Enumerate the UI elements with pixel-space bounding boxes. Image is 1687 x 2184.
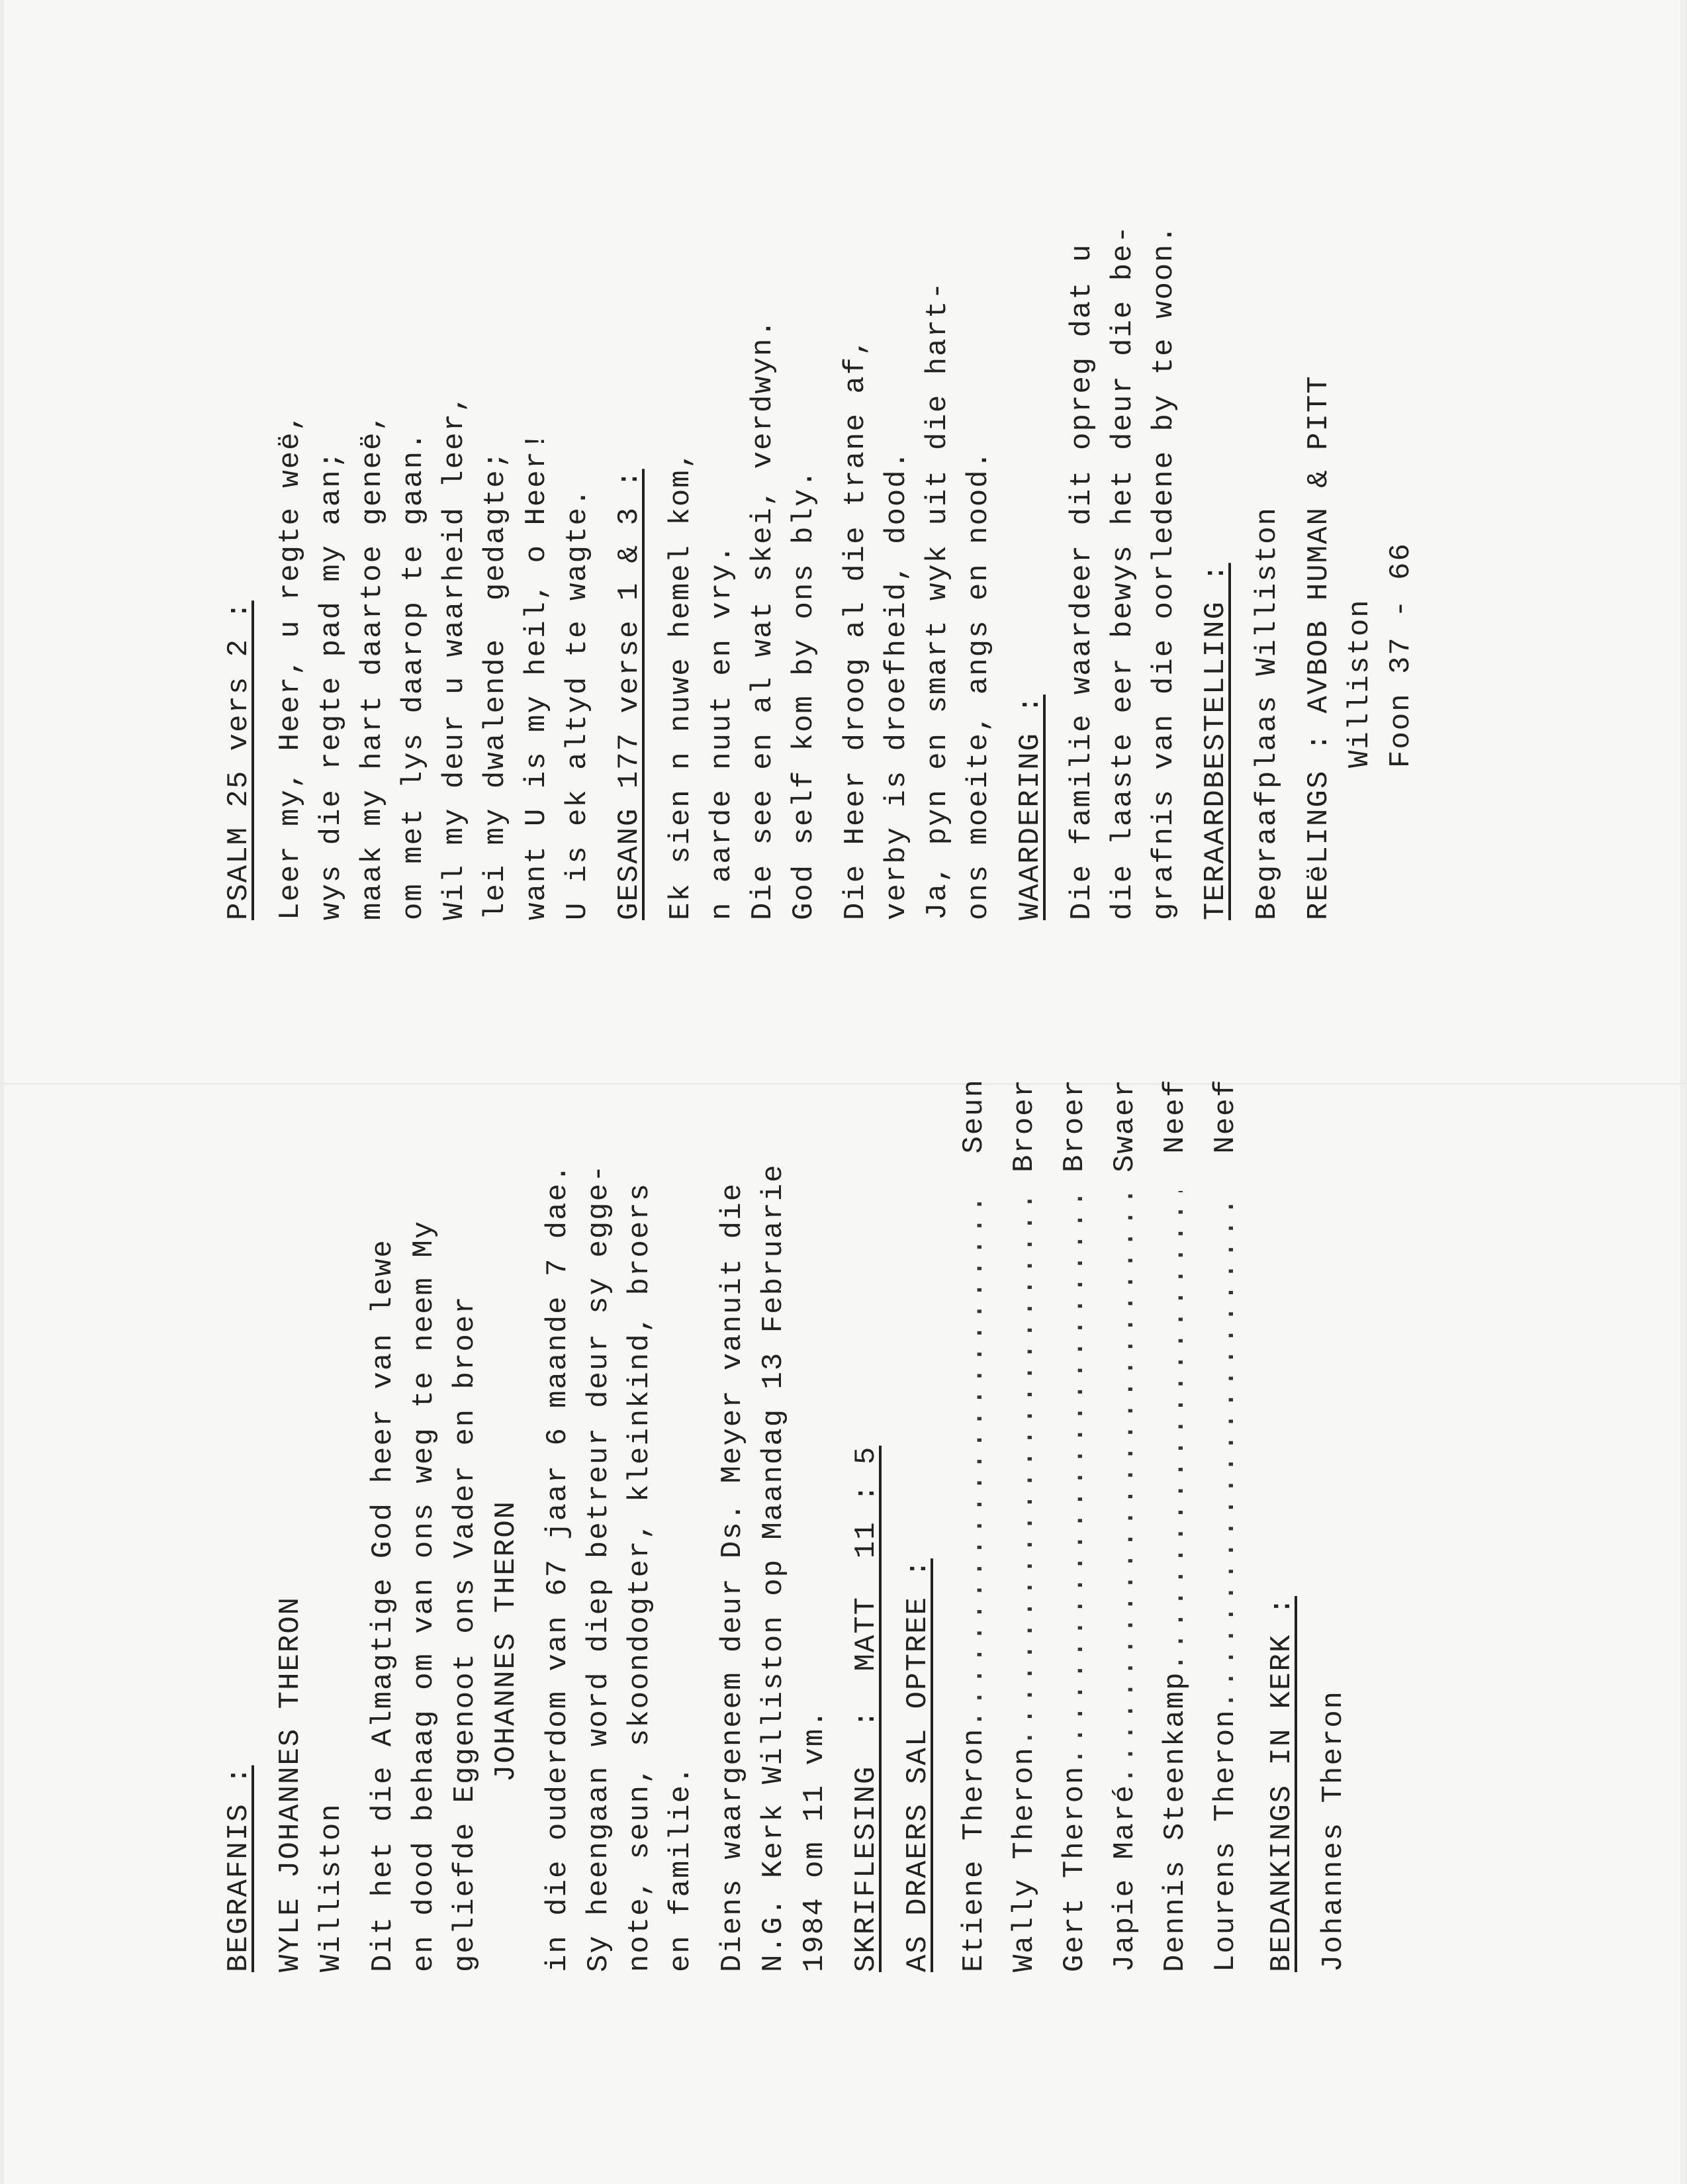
psalm-line: maak my hart daartoe geneë, — [356, 412, 389, 920]
age-line: en familie. — [664, 1765, 698, 1972]
psalm-line: U is ek altyd te wagte. — [561, 487, 594, 920]
intro-line: geliefde Eggenoot ons Vader en broer — [449, 1295, 482, 1972]
pallbearer-name: Lourens Theron — [1209, 1709, 1242, 1972]
age-line: Sy heengaan word diep betreur deur sy egge- — [582, 1163, 616, 1972]
psalm-line: Wil my deur u waarheid leer, — [438, 393, 471, 920]
pallbearer-name: Dennis Steenkamp — [1159, 1671, 1192, 1972]
waardering-line: Die familie waardeer dit opreg dat u — [1066, 243, 1099, 920]
gesang-line: Ja, pyn en smart wyk uit die hart- — [921, 281, 954, 920]
gesang-line: verby is droefheid, dood. — [880, 450, 913, 920]
skriflesing: SKRIFLESING : MATT 11 : 5 — [850, 1445, 883, 1972]
heading-teraardbestelling: TERAARDBESTELLING : — [1199, 563, 1232, 920]
pallbearer-row — [1150, 1078, 1201, 1972]
pallbearer-name: Japie Maré — [1109, 1783, 1142, 1972]
pallbearer-name: Wally Theron — [1008, 1746, 1041, 1972]
heading-begrafnis: BEGRAFNIS : — [222, 1765, 255, 1972]
gesang-line: Die Heer droog al die trane af, — [839, 337, 872, 920]
deceased-town: Williston — [315, 1803, 348, 1972]
heading-pallbearers: AS DRAERS SAL OPTREE : — [901, 1558, 935, 1972]
intro-line: en dood behaag om van ons weg te neem My — [408, 1219, 441, 1972]
pallbearer-row — [1201, 1078, 1251, 1972]
psalm-line: Leer my, Heer, u regte weë, — [274, 412, 307, 920]
pallbearer-relation: Broer — [1058, 1078, 1091, 1173]
intro-line: Dit het die Almagtige God heer van lewe — [367, 1239, 400, 1972]
heading-psalm: PSALM 25 vers 2 : — [222, 600, 255, 920]
leader-dots — [1150, 1191, 1201, 1672]
pallbearer-row — [1100, 1078, 1150, 1972]
heading-bedankings: BEDANKINGS IN KERK : — [1265, 1595, 1299, 1972]
leader-dots — [999, 1191, 1050, 1746]
heading-gesang: GESANG 177 verse 1 & 3 : — [613, 469, 646, 920]
waardering-line: die laaste eer bewys het deur die be- — [1107, 224, 1140, 920]
psalm-line: wys die regte pad my aan; — [315, 450, 348, 920]
psalm-line: want U is my heil, o Heer! — [520, 431, 553, 920]
reelings-label: REëLINGS : AVBOB HUMAN & PITT — [1302, 375, 1336, 920]
pallbearer-row — [1050, 1078, 1100, 1972]
gesang-line: Ek sien n nuwe hemel kom, — [664, 450, 698, 920]
pallbearer-row — [999, 1078, 1050, 1972]
pallbearer-row — [949, 1078, 999, 1972]
pallbearer-relation: Neef — [1209, 1078, 1242, 1154]
pallbearer-relation: Neef — [1159, 1078, 1192, 1154]
gesang-line: God self kom by ons bly. — [788, 469, 821, 920]
pallbearer-name: Etiene Theron — [958, 1727, 991, 1972]
service-line: 1984 om 11 vm. — [798, 1709, 831, 1972]
heading-waardering: WAARDERING : — [1014, 694, 1047, 920]
psalm-line: lei my dwalende gedagte; — [479, 450, 512, 920]
psalm-line: om met lys daarop te gaan. — [397, 431, 430, 920]
reelings-line: Foon 37 - 66 — [1385, 542, 1418, 768]
funeral-notice-content — [218, 1078, 1354, 1972]
age-line: note, seun, skoondogter, kleinkind, broers — [623, 1182, 657, 1972]
hymns-content — [218, 93, 1422, 920]
age-line: in die ouderdom van 67 jaar 6 maande 7 dae. — [541, 1163, 574, 1972]
gesang-line: Die see en al wat skei, verdwyn. — [747, 318, 780, 920]
waardering-line: grafnis van die oorledene by te woon. — [1148, 224, 1181, 920]
pallbearer-name: Gert Theron — [1058, 1765, 1091, 1972]
leader-dots — [1201, 1191, 1251, 1709]
reelings-line: Williston — [1344, 598, 1377, 768]
leader-dots — [1050, 1191, 1100, 1766]
deceased-name: WYLE JOHANNES THERON — [274, 1595, 307, 1972]
service-line: Diens waargeneem deur Ds. Meyer vanuit die — [716, 1182, 749, 1972]
centered-name: JOHANNES THERON — [490, 1499, 523, 1783]
funeral-notice-page — [0, 1078, 1687, 2184]
pallbearer-relation: Seun — [958, 1078, 991, 1154]
leader-dots — [949, 1191, 999, 1728]
gesang-line: ons moeite, angs en nood. — [962, 450, 995, 920]
pallbearer-relation: Broer — [1008, 1078, 1041, 1173]
bedankings-name: Johannes Theron — [1317, 1689, 1350, 1972]
teraardbestelling-text: Begraafplaas Williston — [1251, 506, 1284, 920]
service-line: N.G. Kerk Williston op Maandag 13 Februarie — [757, 1163, 790, 1972]
leader-dots — [1100, 1191, 1150, 1784]
pallbearer-relation: Swaer — [1109, 1078, 1142, 1173]
gesang-line: n aarde nuut en vry. — [706, 544, 739, 920]
